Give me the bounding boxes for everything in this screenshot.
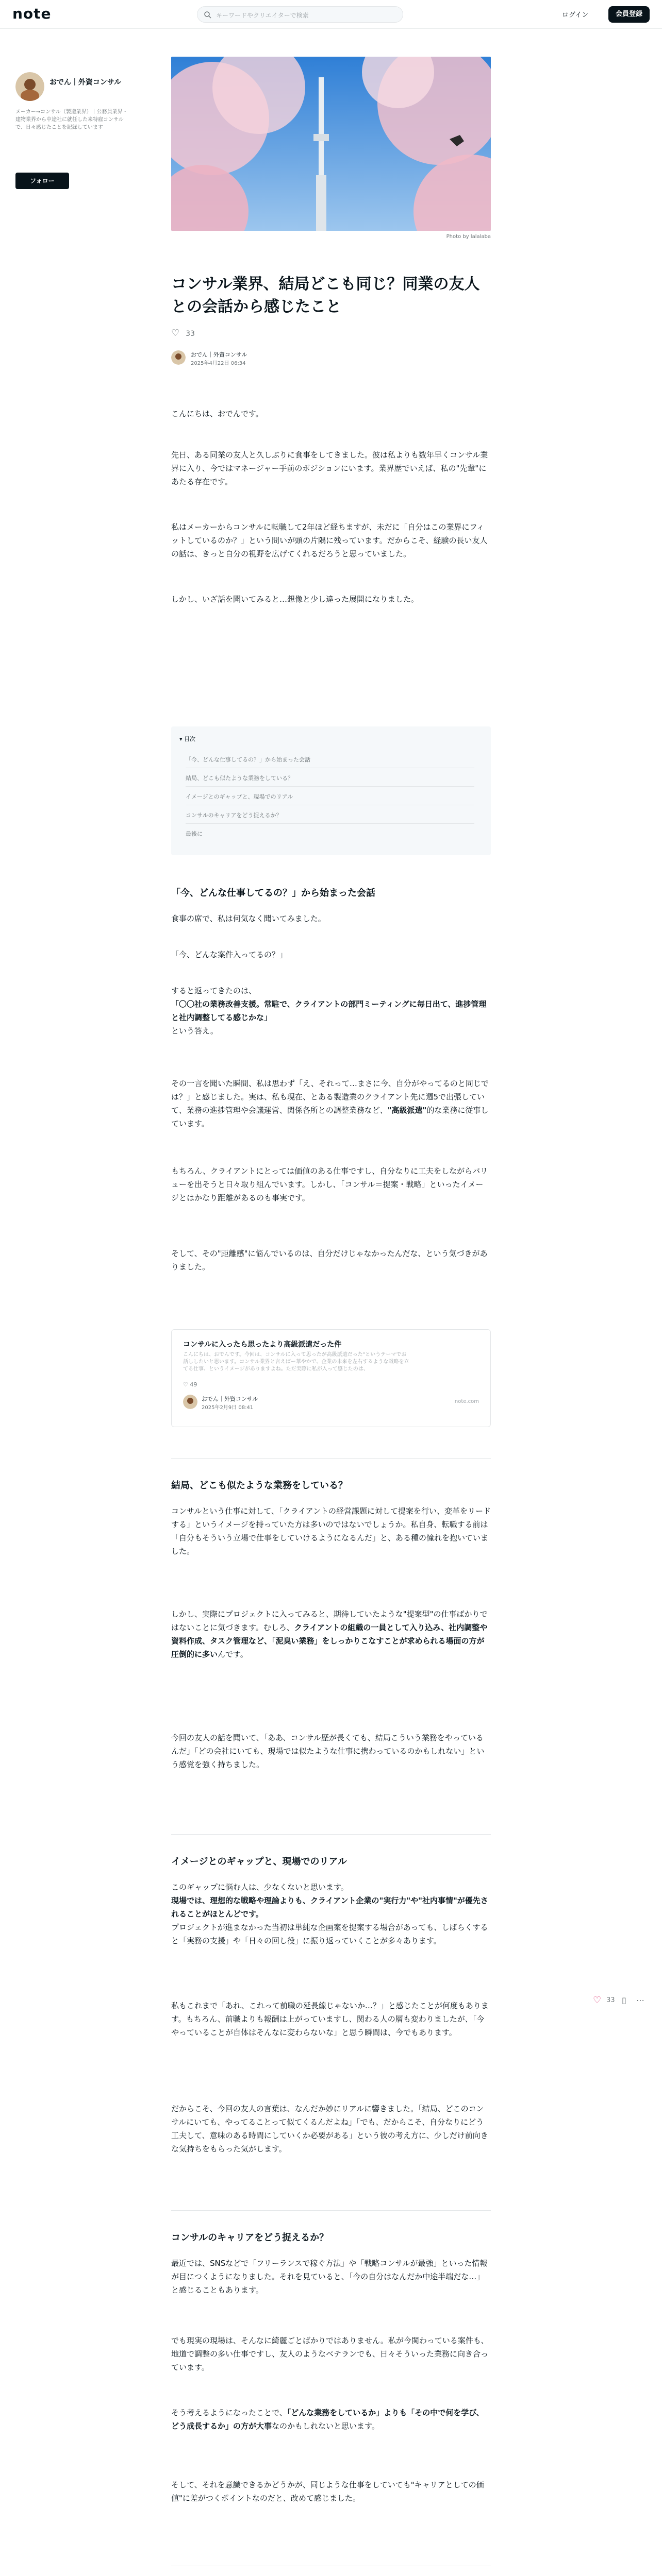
section-heading: 「今、どんな仕事してるの？」から始まった会話 [171, 888, 375, 899]
paragraph: こんにちは、おでんです。 [171, 409, 263, 418]
section-heading: コンサルのキャリアをどう捉えるか？ [171, 2232, 329, 2243]
bold-text: 現場では、理想的な戦略や理論よりも、クライアント企業の"実行力"や"社内事情"が優先されることがほとんどです。 [171, 1896, 488, 1919]
follow-button[interactable]: フォロー [15, 173, 69, 189]
embed-date: 2025年2月9日 08:41 [202, 1405, 254, 1411]
paragraph: しかし、実際にプロジェクトに入ってみると、期待していたような"提案型"の仕事ばかりではないことに気づきます。むしろ、クライアントの組織の一員として入り込み、社内調整や資料作成、タスク管理など、「泥臭い業務」をしっかりこなすことが求められる場面の方が圧倒的に多いんです。 [171, 1609, 488, 1659]
embed-author: おでん｜外資コンサル [202, 1396, 258, 1402]
heart-icon[interactable]: ♡ [593, 1995, 602, 2006]
search-icon [204, 11, 212, 19]
photo-caption: Photo by lalalaba [446, 234, 491, 240]
paragraph: 「今、どんな案件入ってるの？」 [171, 950, 288, 959]
table-of-contents [171, 726, 491, 855]
paragraph: だからこそ、今回の友人の言葉は、なんだか妙にリアルに響きました。「結局、どこのコンサルにいても、やってることって似てくるんだよね」「でも、だからこそ、自分なりにどう工夫して、意味のある時間にしていくか必要がある」という彼の考え方に、少しだけ前向きな気持ちをもらった気がします。 [171, 2104, 488, 2154]
toc-item[interactable]: イメージとのギャップと、現場でのリアル [186, 792, 474, 805]
author-description: メーカー→コンサル（製造業界）｜公務員業界・建物業界から中途社に就任した来特雇コンサルで、日々感じたことを記録しています [15, 109, 128, 130]
site-header [0, 0, 662, 29]
bold-text: 「どんな業務をしているか」よりも「その中で何を学び、どう成長するか」の方が大事 [171, 2408, 484, 2431]
bold-text: クライアントの組織の一員として入り込み、社内調整や資料作成、タスク管理など、「泥臭い業務」をしっかりこなすことが求められる場面の方が圧倒的に多い [171, 1623, 488, 1659]
paragraph: 食事の席で、私は何気なく聞いてみました。 [171, 914, 326, 923]
paragraph: その一言を聞いた瞬間、私は思わず「え、それって…まさに今、自分がやってるのと同じでは？」と感じました。実は、私も現在、とある製造業のクライアント先に週5で出張していて、業務の進捗管理や会議運営、関係各所との調整業務など、"高級派遣"的な業務に従事しています。 [171, 1079, 489, 1128]
byline-name[interactable]: おでん｜外資コンサル [191, 351, 247, 358]
embed-title[interactable]: コンサルに入ったら思ったより高級派遣だった件 [183, 1341, 342, 1349]
paragraph: 最近では、SNSなどで「フリーランスで稼ぐ方法」や「戦略コンサルが最強」といった情報が目につくようになりました。それを見ていると、「今の自分はなんだか中途半端だな…」と感じることもあります。 [171, 2259, 488, 2295]
note-logo[interactable]: note [12, 5, 52, 22]
byline-avatar[interactable] [171, 350, 186, 365]
article-title: コンサル業界、結局どこも同じ？同業の友人との会話から感じたこと [171, 275, 480, 316]
toc-item[interactable]: 結局、どこも似たような業務をしている？ [186, 774, 474, 787]
bold-text: 「〇〇社の業務改善支援。常駐で、クライアントの部門ミーティングに毎日出て、進捗管理と社内調整してる感じかな」 [171, 999, 487, 1022]
paragraph: もちろん、クライアントにとっては価値のある仕事ですし、自分なりに工夫をしながらバリューを出そうと日々取り組んでいます。しかし、「コンサル＝提案・戦略」といったイメージとはかなり距離があるのも事実です。 [171, 1166, 488, 1202]
section-heading: 結局、どこも似たような業務をしている？ [171, 1480, 347, 1491]
toc-label[interactable]: ▾ 目次 [179, 736, 196, 742]
author-avatar[interactable] [15, 72, 44, 101]
search-box[interactable] [197, 6, 403, 23]
bold-text: "高級派遣" [387, 1106, 427, 1115]
paragraph: そう考えるようになったことで、「どんな業務をしているか」よりも「その中で何を学び、どう成長するか」の方が大事なのかもしれないと思います。 [171, 2408, 484, 2431]
toc-item[interactable]: コンサルのキャリアをどう捉えるか？ [186, 811, 474, 824]
byline-date: 2025年4月22日 06:34 [191, 361, 246, 366]
login-link[interactable]: ログイン [562, 11, 589, 19]
paragraph: 先日、ある同業の友人と久しぶりに食事をしてきました。彼は私よりも数年早くコンサル業界に入り、今ではマネージャー手前のポジションにいます。業界歴でいえば、私の"先輩"にあたる存在です。 [171, 450, 488, 486]
embed-avatar [183, 1395, 197, 1409]
paragraph: そして、その"距離感"に悩んでいるのは、自分だけじゃなかったんだな、という気づきがありました。 [171, 1249, 488, 1272]
toc-item[interactable]: 「今、どんな仕事してるの？」から始まった会話 [186, 755, 474, 768]
paragraph: 私もこれまで「あれ、これって前職の延長線じゃないか…？」と感じたことが何度もあります。もちろん、前職よりも報酬は上がっていますし、関わる人の層も変わりましたが、「今やっていることが自体はそんなに変わらないな」と思う瞬間は、今でもあります。 [171, 2001, 489, 2037]
section-divider [171, 2210, 491, 2211]
author-name[interactable]: おでん｜外資コンサル [49, 78, 122, 87]
signup-button[interactable]: 会員登録 [608, 6, 650, 23]
like-count: 33 [186, 330, 195, 338]
section-divider [171, 1834, 491, 1835]
toc-item[interactable]: 最後に [186, 831, 203, 837]
like-count: 33 [606, 1996, 615, 2004]
floating-actions [593, 1994, 655, 2009]
embedded-article-card[interactable] [171, 1329, 491, 1427]
bookmark-icon[interactable]: ▯ [622, 1995, 626, 2005]
embed-site: note.com [454, 1399, 479, 1404]
hero-image [171, 57, 491, 231]
paragraph: コンサルという仕事に対して、「クライアントの経営課題に対して提案を行い、変革をリードする」というイメージを持っていた方は多いのではないでしょうか。私自身、転職する前は「自分もそういう立場で仕事をしていけるようになるんだ」と、ある種の憧れを抱いていました。 [171, 1506, 491, 1556]
paragraph: でも現実の現場は、そんなに綺麗ごとばかりではありません。私が今関わっている案件も、地道で調整の多い仕事ですし、友人のようなベテランでも、日々そういった業務に向き合っています。 [171, 2336, 489, 2372]
section-divider [171, 1458, 491, 1459]
heart-icon[interactable]: ♡ [171, 328, 180, 338]
search-placeholder: キーワードやクリエイターで検索 [216, 12, 309, 19]
like-summary[interactable] [171, 328, 195, 338]
embed-likes: ♡ 49 [183, 1381, 197, 1388]
paragraph: しかし、いざ話を聞いてみると…想像と少し違った展開になりました。 [171, 595, 419, 604]
heart-icon: ♡ [183, 1381, 190, 1388]
paragraph: 私はメーカーからコンサルに転職して2年ほど経ちますが、未だに「自分はこの業界にフィットしているのか？」という問いが頭の片隅に残っています。だからこそ、経験の長い友人の話は、きっと自分の視野を広げてくれるだろうと思っていました。 [171, 522, 488, 558]
section-heading: イメージとのギャップと、現場でのリアル [171, 1856, 347, 1867]
embed-excerpt: こんにちは、おでんです。今回は、コンサルに入って思ったが高級派遣だった"というテーマでお話ししたいと思います。コンサル業界と言えばー華やかで、企業の未来を左右するような戦略を立てる仕事、というイメージがありますよね。ただ実際に私が入って感じたのは、 [183, 1352, 409, 1372]
paragraph: このギャップに悩む人は、少なくないと思います。 現場では、理想的な戦略や理論よりも、クライアント企業の"実行力"や"社内事情"が優先されることがほとんどです。 プロジェクトが進まなかった当初は単純な企画案を提案する場合があっても、しばらくすると「実務の支援」や「日々の回し役」に振り返っていくことが多々あります。 [171, 1883, 488, 1945]
paragraph: 今回の友人の話を聞いて、「ああ、コンサル歴が長くても、結局こういう業務をやっているんだ」「どの会社にいても、現場では似たような仕事に携わっているのかもしれない」という感覚を強く持ちました。 [171, 1733, 485, 1769]
paragraph: すると返ってきたのは、 「〇〇社の業務改善支援。常駐で、クライアントの部門ミーティングに毎日出て、進捗管理と社内調整してる感じかな」 という答え。 [171, 986, 487, 1036]
paragraph: そして、それを意識できるかどうかが、同じような仕事をしていても"キャリアとしての価値"に差がつくポイントなのだと、改めて感じました。 [171, 2480, 484, 2503]
more-icon[interactable]: ⋯ [636, 1995, 644, 2005]
